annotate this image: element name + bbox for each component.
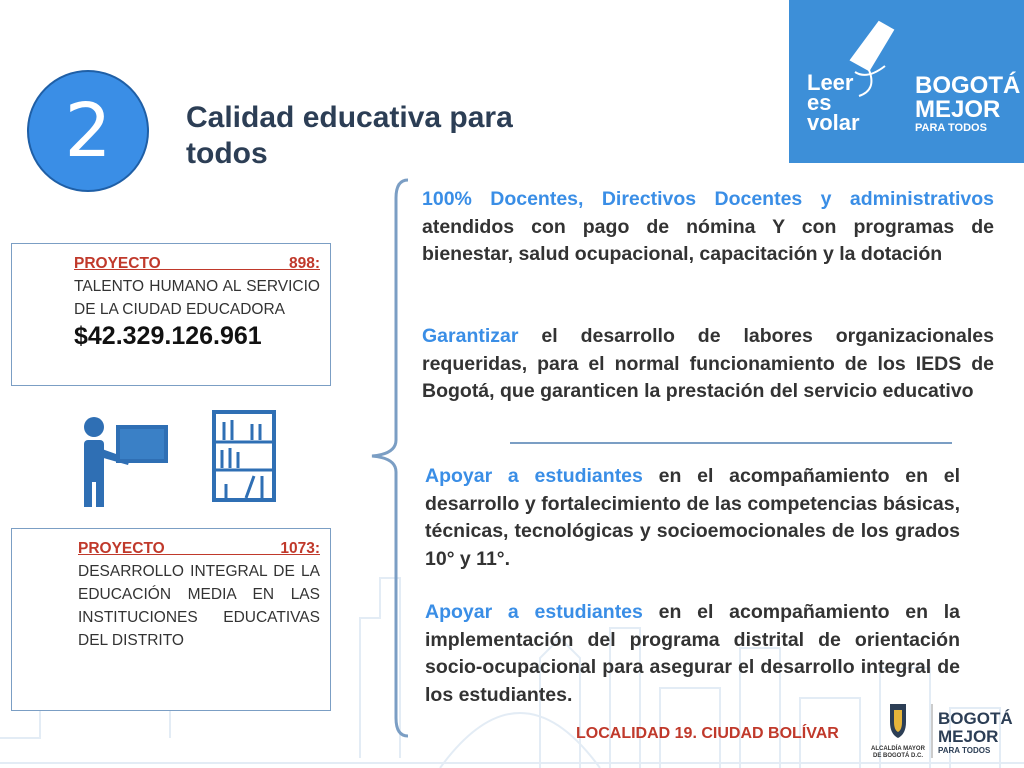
- mejor-text: MEJOR: [915, 96, 1001, 123]
- leer-es-volar-logo: [789, 0, 1024, 163]
- block-docentes-text: atendidos con pago de nómina Y con programas de bienestar, salud ocupacional, capacitación y la dotación: [422, 215, 994, 265]
- block-apoyar-competencias: [425, 463, 960, 573]
- alcaldia-line-1: ALCALDÍA MAYOR: [871, 746, 925, 752]
- title-line-2: todos: [186, 137, 268, 170]
- block-apoyar-2-highlight: Apoyar a estudiantes: [425, 601, 643, 623]
- project-898-box: [11, 243, 331, 386]
- section-number-badge: [27, 70, 149, 192]
- project-898-head: PROYECTO 898:: [74, 255, 320, 272]
- kite-book-icon: [851, 22, 893, 96]
- block-apoyar-orientacion: [425, 599, 960, 709]
- block-apoyar-2-text: en el acompañamiento en la implementación del programa distrital de orientación socio-ocupacional para asegurar el desarrollo integral de los estudiantes.: [425, 601, 961, 706]
- leer-text: Leer: [807, 70, 854, 95]
- teacher-icon: [72, 415, 172, 510]
- para-todos-text: PARA TODOS: [915, 122, 987, 134]
- curly-brace: [370, 178, 410, 738]
- project-1073-box: [11, 528, 331, 711]
- block-apoyar-1-highlight: Apoyar a estudiantes: [425, 465, 643, 487]
- bookshelf-icon: [212, 410, 276, 502]
- section-divider: [510, 442, 952, 444]
- locality-label: LOCALIDAD 19. CIUDAD BOLÍVAR: [576, 725, 839, 742]
- page-title: [186, 100, 586, 172]
- block-docentes: [422, 186, 994, 269]
- footer-bogota-text: BOGOTÁ: [938, 709, 1013, 728]
- es-text: es: [807, 90, 832, 115]
- block-garantizar-text: el desarrollo de labores organizacionales requeridas, para el normal funcionamiento de los IEDS de Bogotá, que garanticen la prestación del servicio educativo: [422, 325, 994, 402]
- project-898-amount: $42.329.126.961: [74, 322, 262, 350]
- footer-para-todos-text: PARA TODOS: [938, 746, 991, 755]
- project-1073-head: PROYECTO 1073:: [78, 540, 320, 557]
- section-number: 2: [64, 88, 112, 174]
- bogota-text: BOGOTÁ: [915, 72, 1021, 99]
- bogota-coat-of-arms-icon: [890, 704, 906, 738]
- footer-mejor-text: MEJOR: [938, 727, 999, 746]
- block-docentes-highlight: 100% Docentes, Directivos Docentes y administrativos: [422, 188, 994, 210]
- footer-logos: [866, 698, 1024, 764]
- alcaldia-line-2: DE BOGOTÁ D.C.: [872, 753, 924, 759]
- block-apoyar-1-text: en el acompañamiento en el desarrollo y fortalecimiento de las competencias básicas, técnicas, tecnológicas y socioemocionales de los grados 10° y 11°.: [425, 465, 961, 570]
- project-1073-desc: DESARROLLO INTEGRAL DE LA EDUCACIÓN MEDIA EN LAS INSTITUCIONES EDUCATIVAS DEL DISTRITO: [78, 563, 320, 649]
- volar-text: volar: [807, 110, 860, 135]
- project-898-desc: TALENTO HUMANO AL SERVICIO DE LA CIUDAD EDUCADORA: [74, 278, 320, 318]
- block-garantizar-highlight: Garantizar: [422, 325, 519, 347]
- title-line-1: Calidad educativa para: [186, 101, 513, 134]
- block-garantizar: [422, 323, 994, 406]
